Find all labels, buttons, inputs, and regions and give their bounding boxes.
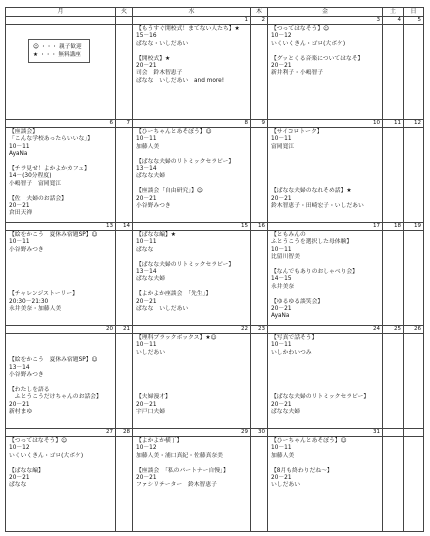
weekday-header-row (6, 8, 424, 17)
event-line: 15－16 (136, 33, 157, 40)
event-line: AyaNa (9, 151, 28, 158)
event-line: 10－12 (136, 445, 157, 452)
day-number (383, 429, 403, 437)
event-line: 【サイコロトーク】 (271, 129, 323, 135)
event-list (268, 437, 382, 490)
event-line: 20:30－21:30 (9, 298, 49, 305)
event-line: ぱなな いしだあい and more! (136, 77, 225, 84)
event-line (9, 335, 113, 342)
event-line: 【座談会「自由研究」】☺ (136, 188, 203, 195)
day-cell (133, 120, 251, 223)
event-line: 【チャレンジストーリー】 (9, 291, 78, 298)
event-line (271, 365, 380, 372)
event-list (133, 25, 250, 85)
event-list (268, 334, 382, 416)
header-wed: 水 (133, 8, 251, 17)
event-list (268, 128, 382, 210)
event-line: 【座談会 「私のパートナー自慢」】 (136, 467, 229, 474)
day-number: 30 (251, 429, 267, 437)
event-line: 14－15 (271, 276, 292, 283)
event-line: 20－21 (9, 203, 30, 210)
day-cell (6, 17, 116, 120)
day-number: 27 (6, 429, 115, 437)
event-line (271, 173, 380, 180)
day-number: 7 (116, 120, 132, 128)
day-number: 6 (6, 120, 115, 128)
day-cell (133, 17, 251, 120)
header-sun: 日 (404, 8, 424, 17)
event-line (271, 159, 380, 166)
event-line: 10－11 (9, 239, 30, 246)
event-line: 13－14 (136, 166, 157, 173)
event-line: 13－14 (9, 364, 30, 371)
event-line: 【8月も終わりだね～】 (271, 467, 333, 474)
week-row (6, 326, 424, 429)
event-line: 【つってはなそう】☺ (9, 438, 68, 444)
event-line (136, 254, 248, 261)
day-cell (383, 223, 404, 326)
event-line: 10－11 (271, 136, 292, 143)
event-line: 【夫婦漫才】 (136, 394, 171, 401)
event-line: ぱなな・いしだあい (136, 40, 189, 47)
day-number (116, 17, 132, 25)
event-line: 【ともみんの (271, 232, 306, 238)
day-number: 9 (251, 120, 267, 128)
day-number: 15 (133, 223, 250, 231)
day-cell (268, 326, 383, 429)
day-number: 1 (133, 17, 250, 25)
event-line: いくいくきん・ゴロ(大ボケ) (271, 40, 346, 47)
event-list (268, 231, 382, 321)
week-row (6, 429, 424, 532)
event-line: 14－(30分程度) (9, 173, 52, 180)
day-number: 20 (6, 326, 115, 334)
day-cell (268, 429, 383, 532)
event-line: 20－21 (136, 401, 157, 408)
day-cell (6, 429, 116, 532)
event-line (9, 276, 113, 283)
event-line (9, 188, 113, 195)
day-cell (133, 223, 251, 326)
day-cell (404, 429, 424, 532)
day-number (6, 17, 115, 25)
day-cell (404, 223, 424, 326)
day-cell (383, 120, 404, 223)
event-line: 小谷野みつき (9, 246, 44, 253)
event-line: 20－21 (9, 401, 30, 408)
header-sat: 土 (383, 8, 404, 17)
event-line: 新井利子・小嶋智子 (271, 70, 324, 77)
day-number: 3 (268, 17, 382, 25)
day-number: 25 (383, 326, 403, 334)
day-number: 16 (251, 223, 267, 231)
event-line: 【理科ブラックボックス】★☺ (136, 335, 217, 341)
event-line: 【よかよか横丁】 (136, 438, 183, 444)
day-number: 28 (116, 429, 132, 437)
day-cell (6, 326, 116, 429)
day-cell (404, 120, 424, 223)
event-line: 20－21 (136, 195, 157, 202)
event-line: 13－14 (136, 269, 157, 276)
event-line: 宇戸口夫婦 (136, 408, 165, 415)
event-line (9, 262, 113, 269)
day-number: 21 (116, 326, 132, 334)
event-line: 【わたしを語る (9, 386, 50, 393)
day-cell (6, 223, 116, 326)
day-cell (383, 17, 404, 120)
event-line (136, 372, 248, 379)
event-line: 10－11 (271, 342, 292, 349)
legend-item: ★ ・・・ 無料講座 (33, 52, 81, 58)
event-line (9, 379, 113, 386)
day-number: 12 (404, 120, 423, 128)
event-line: 10－12 (271, 33, 292, 40)
event-line: 富岡寛江 (271, 143, 295, 150)
event-line: 鈴木智恵子・田崎宏子・いしだあい (271, 202, 364, 209)
event-line: 永井美奈 (271, 283, 295, 290)
event-line: 【ゆるゆる談笑会】 (271, 298, 324, 305)
day-cell (404, 326, 424, 429)
event-line: ぱなな (136, 246, 154, 253)
event-line (271, 291, 380, 298)
event-line: 10－12 (9, 445, 30, 452)
event-list (6, 231, 115, 313)
day-cell (383, 429, 404, 532)
event-line (136, 365, 248, 372)
event-list (133, 231, 250, 313)
event-line: 【つってはなそう】☺ (271, 26, 330, 32)
legend-item: ☺ ・・・ 親子歓迎 (33, 44, 82, 50)
event-line (271, 460, 380, 467)
day-number: 23 (251, 326, 267, 334)
day-cell (383, 326, 404, 429)
event-line: 司会 鈴木智恵子 (136, 70, 183, 77)
event-line: 【絵をかこう 夏休み宿題SP】☺ (9, 357, 98, 364)
event-line: いくいくきん・ゴロ(大ボケ) (9, 452, 84, 459)
event-line: 【よかよか座談会 「先生」】 (136, 291, 212, 298)
event-line: 【ぱなな夫婦のリトミックセラピー】 (136, 158, 235, 165)
day-number: 18 (383, 223, 403, 231)
event-line: 加藤人美 (271, 452, 295, 459)
event-line: 【ぱなな夫婦のリトミックセラピー】 (271, 394, 370, 401)
day-cell (116, 429, 133, 532)
event-line: 20－21 (271, 475, 292, 482)
day-cell (133, 326, 251, 429)
event-line: 永井美奈・加藤人美 (9, 305, 62, 312)
event-line: ファシリテーター 鈴木智恵子 (136, 482, 217, 489)
day-cell (116, 120, 133, 223)
day-number: 26 (404, 326, 423, 334)
event-list (268, 25, 382, 78)
event-line: 加藤人美 (136, 143, 160, 150)
event-line: 【ぱなな編】 (9, 467, 44, 474)
day-number: 31 (268, 429, 382, 437)
event-line (271, 166, 380, 173)
event-line: ぱなな いしだあい (136, 306, 189, 313)
day-number: 14 (116, 223, 132, 231)
day-cell (251, 17, 268, 120)
event-line: 「こんな学校あったらいいな」】 (9, 136, 93, 143)
event-line (136, 151, 248, 158)
week-row (6, 17, 424, 120)
event-line: 【もうすぐ開校式！まてない人たち】★ (136, 26, 240, 32)
event-line: ぱなな夫婦 (271, 408, 300, 415)
day-number: 13 (6, 223, 115, 231)
event-list (6, 334, 115, 416)
event-line: 小谷野みつき (136, 203, 171, 210)
day-cell (116, 17, 133, 120)
day-cell (251, 223, 268, 326)
day-number: 10 (268, 120, 382, 128)
event-line: 倉田天禅 (9, 210, 33, 217)
event-line (271, 379, 380, 386)
event-line: 小嶋智子 富岡寛江 (9, 180, 62, 187)
day-number: 22 (133, 326, 250, 334)
day-number: 17 (268, 223, 382, 231)
event-line: 20－21 (271, 195, 292, 202)
event-line (271, 357, 380, 364)
week-row (6, 223, 424, 326)
event-line: 小谷野みつき (9, 371, 44, 378)
event-line: 【ぱなな夫婦のリトミックセラピー】 (136, 261, 235, 268)
event-list (133, 437, 250, 490)
event-line: いしかわいつみ (271, 349, 312, 356)
day-cell (251, 326, 268, 429)
event-line: 【佐 夫婦のお話会】 (9, 195, 67, 202)
day-number: 4 (383, 17, 403, 25)
event-line: 【ひーちゃんとあそぼう】☺ (271, 438, 347, 444)
event-line: 20－21 (271, 306, 292, 313)
event-line (136, 379, 248, 386)
day-number: 24 (268, 326, 382, 334)
day-cell (268, 223, 383, 326)
event-line: いしだあい (136, 349, 165, 356)
event-line: 10－11 (136, 239, 157, 246)
event-line: 20－21 (136, 298, 157, 305)
event-line: 20－21 (136, 63, 157, 70)
day-number: 5 (404, 17, 423, 25)
event-line: 【ぱなな編】★ (136, 232, 176, 238)
event-line: AyaNa (271, 313, 290, 320)
calendar-table (5, 7, 424, 532)
day-number: 11 (383, 120, 403, 128)
day-cell (268, 17, 383, 120)
event-line: 10－11 (136, 136, 157, 143)
event-line: 【ひーちゃんとあそぼう】☺ (136, 129, 212, 135)
event-line: 20－21 (136, 475, 157, 482)
event-line (136, 460, 248, 467)
event-line: 10－11 (9, 143, 30, 150)
event-line: 10－11 (271, 445, 292, 452)
event-line: 新村まゆ (9, 409, 33, 415)
event-line (9, 269, 113, 276)
event-line: 10－11 (136, 342, 157, 349)
event-line: 比留川智美 (271, 254, 300, 261)
event-line (9, 342, 113, 349)
event-line (9, 159, 113, 166)
event-line (271, 262, 380, 269)
event-line (136, 48, 248, 55)
header-mon: 月 (6, 8, 116, 17)
event-list (6, 437, 115, 490)
day-cell (268, 120, 383, 223)
event-line: ぱなな夫婦 (136, 173, 165, 180)
event-line: ふとうこうだけちゃんのお話会】 (9, 394, 102, 401)
legend-box (28, 39, 90, 63)
event-line: 20－21 (271, 63, 292, 70)
day-number: 8 (133, 120, 250, 128)
event-line (136, 357, 248, 364)
event-line: 【写真で話そう】 (271, 335, 318, 341)
event-line: 【チラ見せ！よかよかカフェ】 (9, 166, 90, 173)
day-number: 19 (404, 223, 423, 231)
day-cell (6, 120, 116, 223)
event-line (9, 460, 113, 467)
event-line: ぱなな夫婦 (136, 276, 165, 283)
event-list (133, 334, 250, 416)
day-cell (116, 326, 133, 429)
day-cell (404, 17, 424, 120)
day-cell (116, 223, 133, 326)
event-line: 【ぱなな夫婦のなれそめ話】★ (271, 188, 352, 195)
week-row (6, 120, 424, 223)
header-thu: 木 (251, 8, 268, 17)
event-line (9, 254, 113, 261)
header-fri: 金 (268, 8, 383, 17)
event-line: 【座談会】 (9, 129, 38, 135)
header-tue: 火 (116, 8, 133, 17)
day-cell (251, 429, 268, 532)
event-line: 加藤人美・浦口真紀・佐藤真奈美 (136, 452, 223, 459)
event-line: 【開校式】★ (136, 55, 171, 62)
event-line: 20－21 (9, 475, 30, 482)
day-number: 29 (133, 429, 250, 437)
event-line (271, 151, 380, 158)
event-line (271, 372, 380, 379)
event-line: 20－21 (271, 401, 292, 408)
event-line (271, 48, 380, 55)
event-line: ふとうこうを選択した母体験】 (271, 239, 353, 246)
event-line: ぱなな (9, 482, 27, 489)
day-cell (251, 120, 268, 223)
event-line: 【グッとくる音楽についてはなそ】 (271, 55, 364, 62)
day-number (404, 429, 423, 437)
day-cell (133, 429, 251, 532)
event-line: 【絵をかこう 夏休み宿題SP】☺ (9, 232, 98, 238)
day-number: 2 (251, 17, 267, 25)
event-list (133, 128, 250, 210)
event-line: 【なんでもありのおしゃべり会】 (271, 269, 358, 276)
event-line: 10－11 (271, 246, 292, 253)
event-list (6, 128, 115, 218)
event-line: いしだあい (271, 482, 300, 489)
